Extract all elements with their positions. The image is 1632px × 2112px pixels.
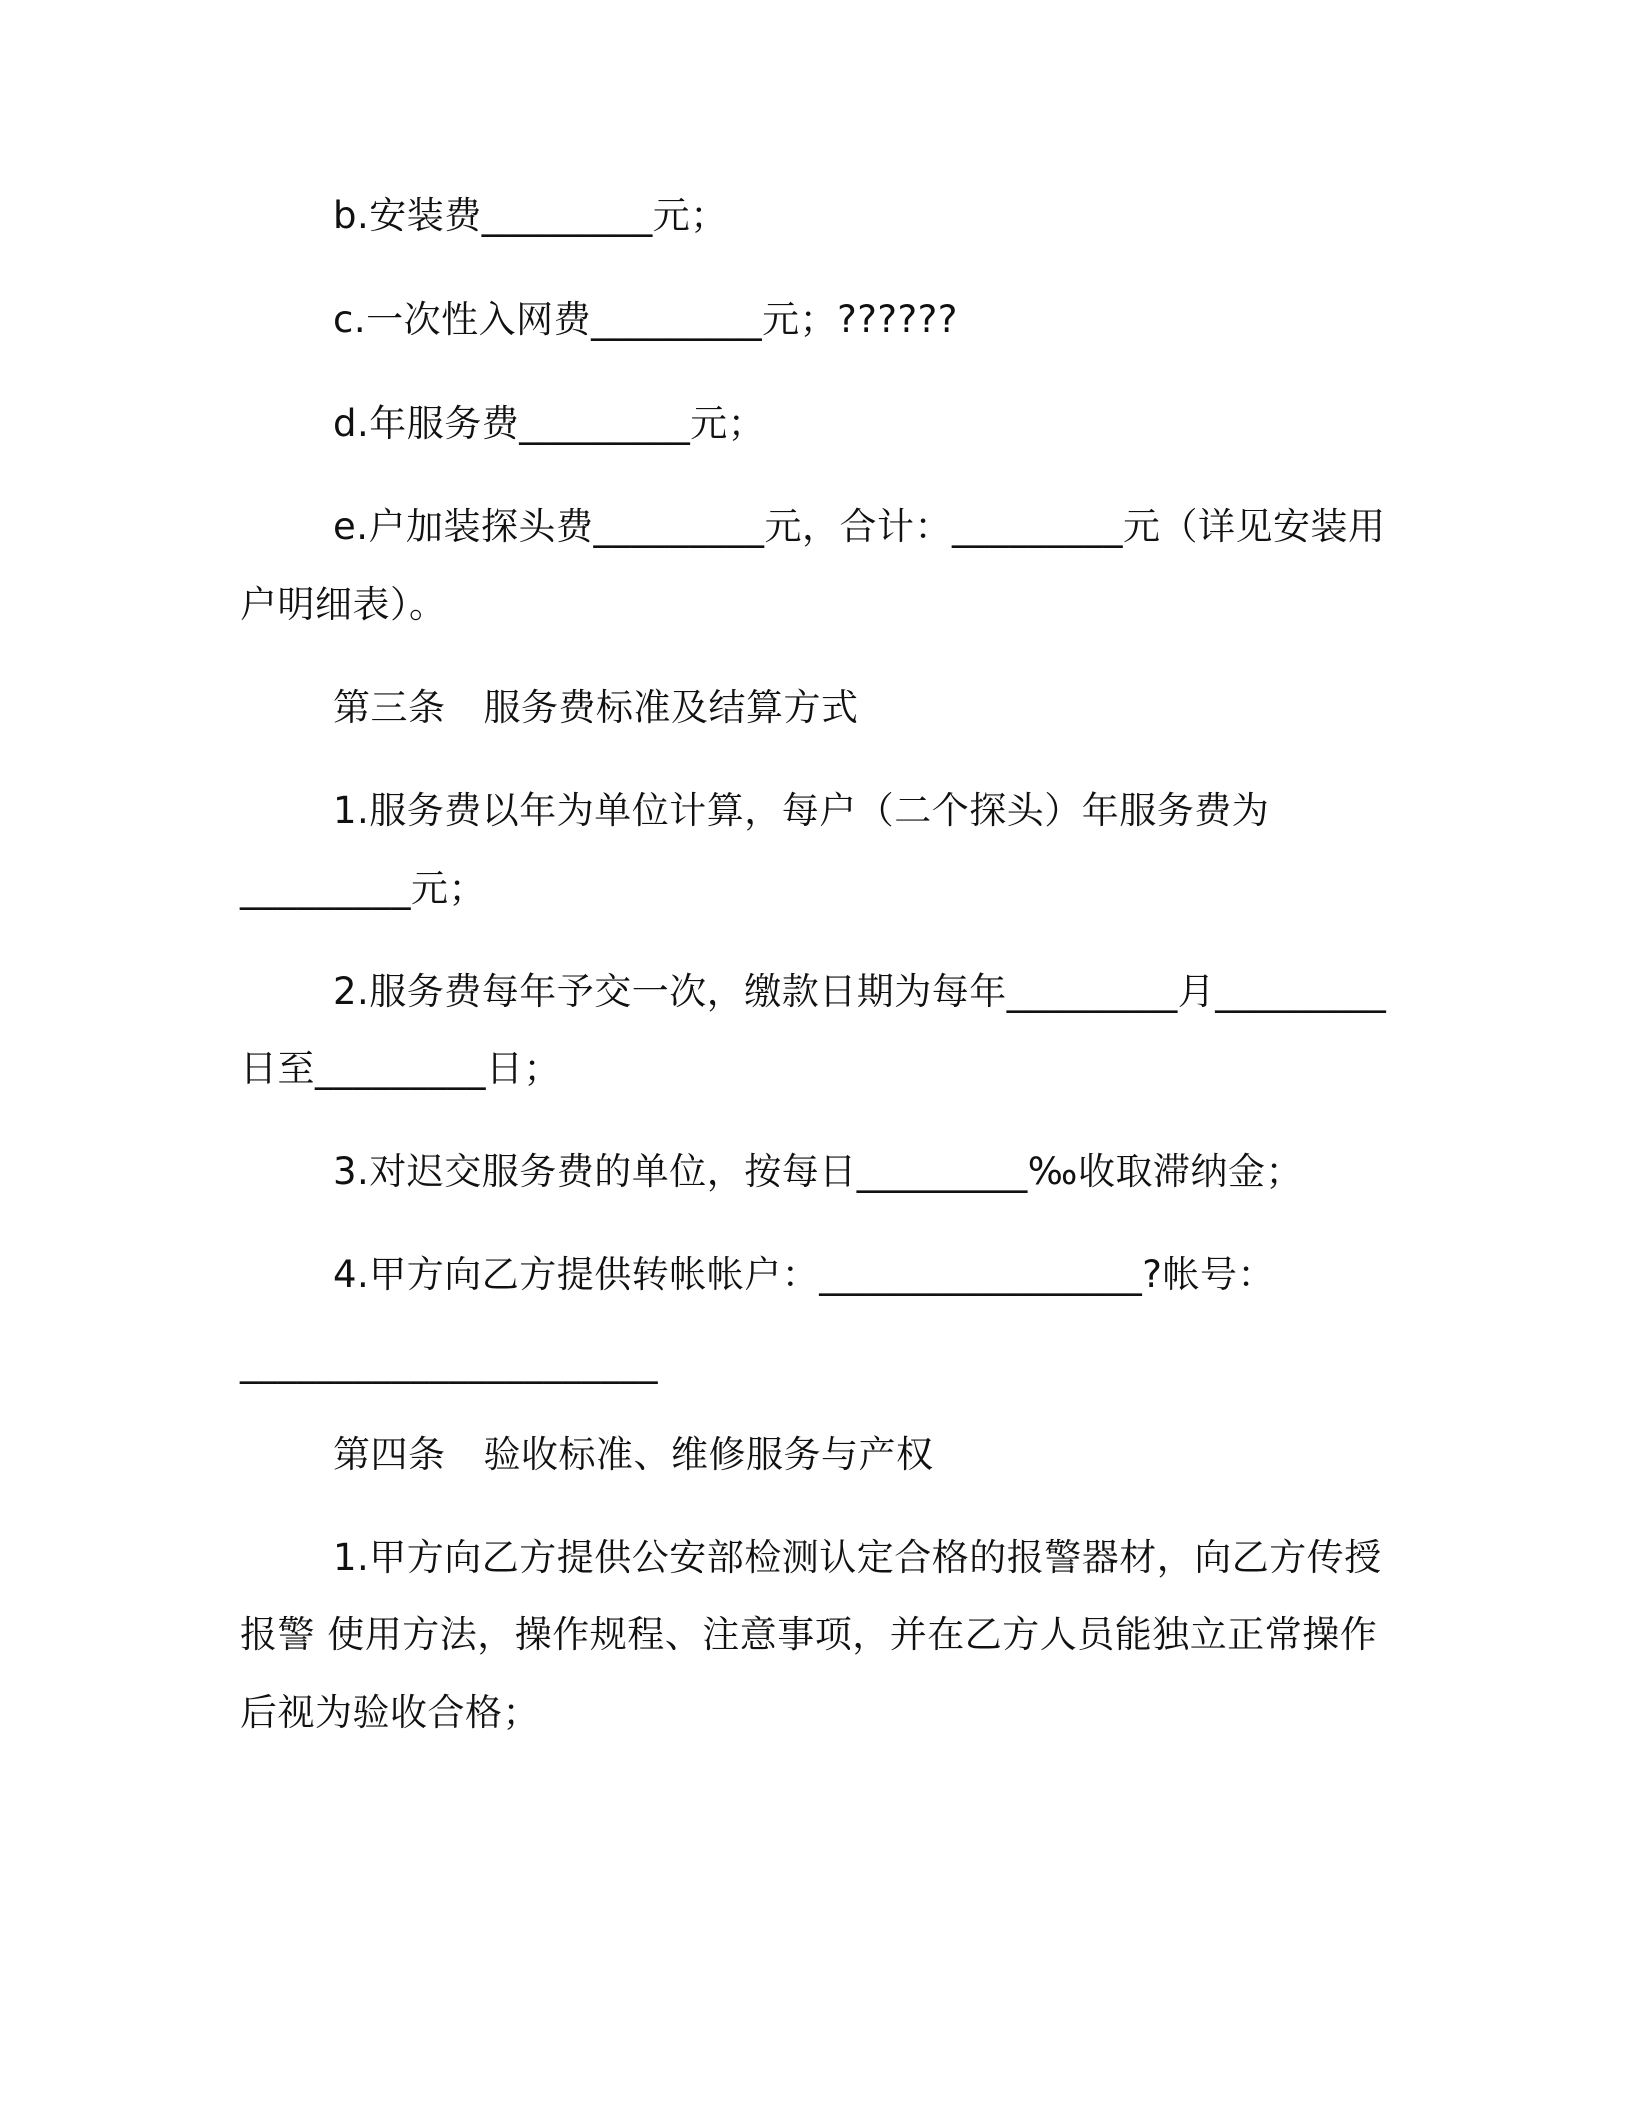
fee-item-b: b.安装费_________元； xyxy=(333,194,728,237)
article-3-number: 第三条 xyxy=(333,686,446,729)
article-3-clause-1-line2: _________元； xyxy=(240,867,486,910)
article-3-clause-2-line1: 2.服务费每年予交一次，缴款日期为每年_________月_________ xyxy=(333,970,1387,1013)
article-3-clause-1-line1: 1.服务费以年为单位计算，每户（二个探头）年服务费为 xyxy=(333,789,1270,832)
article-4-title: 验收标准、维修服务与产权 xyxy=(483,1433,934,1476)
article-4-clause-1-line3: 后视为验收合格； xyxy=(240,1691,540,1734)
article-4-clause-1-line1: 1.甲方向乙方提供公安部检测认定合格的报警器材，向乙方传授 xyxy=(333,1536,1382,1579)
article-4-clause-1-line2: 报警 使用方法，操作规程、注意事项，并在乙方人员能独立正常操作 xyxy=(240,1613,1378,1656)
fee-item-d: d.年服务费_________元； xyxy=(333,402,766,445)
article-4-number: 第四条 xyxy=(333,1433,446,1476)
article-3-clause-4-line2: ______________________ xyxy=(240,1341,658,1384)
article-3-clause-4-line1: 4.甲方向乙方提供转帐帐户：_________________?帐号： xyxy=(333,1253,1275,1296)
fee-item-e-line1: e.户加装探头费_________元，合计：_________元（详见安装用 xyxy=(333,505,1386,548)
article-3-heading xyxy=(333,684,859,732)
article-3-clause-2-line2: 日至_________日； xyxy=(240,1047,561,1090)
fee-item-e-line2: 户明细表）。 xyxy=(240,583,447,626)
article-4-heading xyxy=(333,1431,934,1479)
article-3-title: 服务费标准及结算方式 xyxy=(483,686,859,729)
fee-item-c: c.一次性入网费_________元；?????? xyxy=(333,298,958,341)
article-3-clause-3: 3.对迟交服务费的单位，按每日_________‰收取滞纳金； xyxy=(333,1150,1303,1193)
